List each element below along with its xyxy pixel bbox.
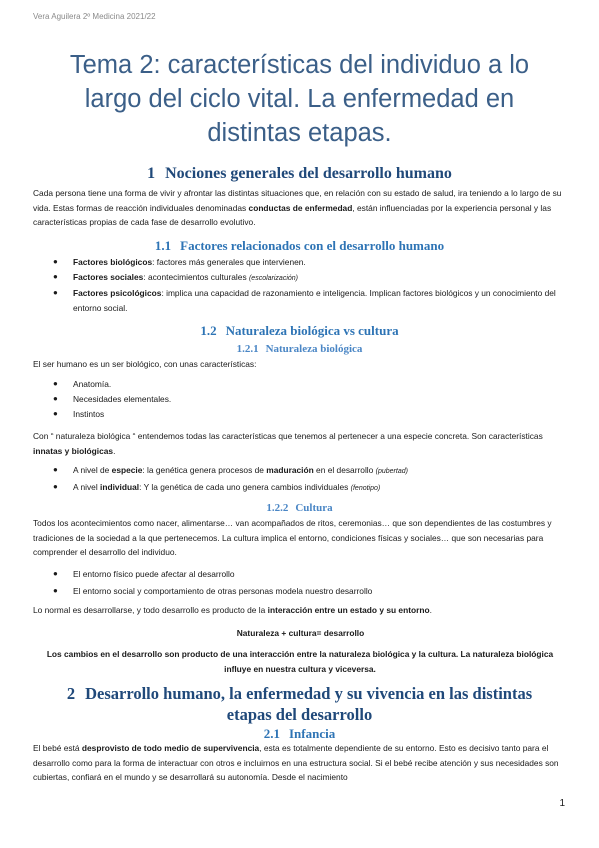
bullet-icon: ●	[53, 586, 58, 595]
paragraph	[33, 429, 568, 458]
text-run: : la genética genera procesos de	[142, 465, 267, 475]
paragraph: El ser humano es un ser biológico, con unas características:	[33, 359, 257, 369]
heading-section-1	[20, 164, 579, 184]
heading-number: 1.2.2	[266, 502, 289, 514]
conclusion: Los cambios en el desarrollo son producto de una interacción entre la naturaleza biológica y la cultura. La naturaleza biológica influye en nuestra cultura y viceversa.	[46, 649, 554, 674]
text-run: .	[429, 605, 432, 615]
bullet-icon: ●	[53, 465, 58, 474]
title-line-2: largo del ciclo vital. La enfermedad en	[84, 85, 515, 113]
text-run: : factores más generales que intervienen.	[152, 257, 306, 267]
bold-run: individual	[100, 482, 140, 492]
text-run: El bebé está	[33, 743, 82, 753]
bold-run: Factores biológicos	[73, 257, 153, 267]
heading-section-2	[20, 683, 579, 725]
text-run: Con “ naturaleza biológica “ entendemos todas las características que tenemos al pertenecer a una especie concreta. Son características	[33, 431, 543, 441]
list-item-text: Necesidades elementales.	[73, 394, 172, 404]
paragraph	[33, 741, 568, 785]
heading-text: Nociones generales del desarrollo humano	[165, 165, 452, 182]
text-run: Cada persona tiene una forma de vivir y afrontar las distintas situaciones que, en relación con su estado de salud, ira teniendo a lo largo de su vida. Estas formas de reacción individuales denominadas	[33, 188, 562, 213]
list-item-text: El entorno social y comportamiento de otras personas modela nuestro desarrollo	[73, 586, 373, 596]
bullet-icon: ●	[53, 409, 58, 418]
list-item	[55, 392, 565, 407]
italic-run: (fenotipo)	[350, 485, 381, 492]
heading-line	[20, 683, 579, 704]
heading-number: 1.2.1	[236, 343, 259, 355]
text-run: : acontecimientos culturales	[143, 272, 249, 282]
heading-1-2	[20, 323, 579, 339]
heading-line: etapas del desarrollo	[226, 705, 373, 724]
bullet-icon: ●	[53, 569, 58, 578]
heading-text: Infancia	[289, 726, 336, 741]
bullet-icon: ●	[53, 288, 58, 297]
italic-run: (escolarización)	[248, 275, 298, 282]
bullet-icon: ●	[53, 272, 58, 281]
text-run: : Y la genética de cada uno genera cambios individuales	[139, 482, 351, 492]
text-run: A nivel de	[73, 465, 112, 475]
heading-text: Naturaleza biológica	[265, 343, 363, 355]
bold-run: Factores psicológicos	[73, 288, 162, 298]
text-run: A nivel	[73, 482, 101, 492]
list-item	[55, 584, 565, 599]
bullet-icon: ●	[53, 379, 58, 388]
list-item	[55, 270, 565, 287]
heading-text: Naturaleza biológica vs cultura	[225, 323, 399, 338]
text-run: .	[113, 445, 116, 456]
heading-number: 1	[147, 165, 156, 182]
bold-run: desprovisto de todo medio de supervivencia	[81, 743, 260, 753]
list-item	[55, 567, 565, 582]
bold-run: Factores sociales	[73, 272, 144, 282]
bullet-icon: ●	[53, 482, 58, 491]
heading-number: 1.1	[154, 238, 172, 253]
heading-text: Factores relacionados con el desarrollo humano	[180, 238, 445, 253]
section-1-intro	[33, 186, 568, 230]
formula: Naturaleza + cultura= desarrollo	[236, 628, 365, 638]
list-item	[55, 286, 565, 315]
bold-run: interacción entre un estado y su entorno	[267, 605, 430, 615]
heading-1-1	[20, 238, 579, 254]
paragraph: Todos los acontecimientos como nacer, alimentarse… van acompañados de ritos, ceremonias… que son dependientes de las costumbres y tradiciones de la sociedad a la que pertenecemos. La cultura implica el entorno, condiciones físicas y sociales… que son necesarias para comprender el desarrollo del individuo.	[33, 518, 552, 557]
list-item	[55, 407, 565, 422]
list-item	[55, 463, 565, 480]
text-run: : implica una capacidad de razonamiento e inteligencia. Implican factores biológicos y un conocimiento del entorno social.	[73, 288, 556, 313]
heading-number: 2	[66, 684, 76, 703]
heading-text: Cultura	[295, 502, 333, 514]
text-run: Lo normal es desarrollarse, y todo desarrollo es producto de la	[33, 605, 268, 615]
bullet-icon: ●	[53, 394, 58, 403]
bullet-icon: ●	[53, 257, 58, 266]
heading-text: Desarrollo humano, la enfermedad y su vivencia en las distintas	[85, 684, 533, 703]
list-item-text: Anatomía.	[73, 379, 112, 389]
bold-run: especie	[111, 465, 143, 475]
paragraph	[33, 603, 568, 618]
heading-1-2-2	[20, 502, 579, 515]
heading-1-2-1	[20, 343, 579, 356]
heading-number: 2.1	[263, 726, 280, 741]
italic-run: (pubertad)	[375, 468, 408, 475]
list-item	[55, 377, 565, 392]
page-number: 1	[559, 798, 565, 809]
document-title	[40, 48, 559, 150]
text-run: , esta es totalmente dependiente de su entorno. Esto es decisivo tanto para el desarrollo como para la forma de interactuar con otros e incluirnos en una estructura social. Si el bebé recibe atención y sus necesidades son cubiertas, confiará en el mundo y se desarrollará su autonomía. Desde el nacimiento	[33, 743, 559, 782]
title-line-1: Tema 2: características del individuo a lo	[69, 51, 530, 79]
page-header: Vera Aguilera 2º Medicina 2021/22	[33, 12, 156, 21]
bold-run: innatas y biológicas	[33, 445, 114, 456]
list-item-text: Instintos	[73, 409, 105, 419]
list-item	[55, 255, 565, 270]
heading-number: 1.2	[200, 323, 217, 338]
text-run: , están influenciadas por la experiencia personal y las características propias de cada fase de desarrollo evolutivo.	[33, 202, 552, 227]
title-line-3: distintas etapas.	[207, 119, 392, 147]
list-item	[55, 480, 565, 497]
text-run: en el desarrollo	[313, 465, 376, 475]
list-item-text: El entorno físico puede afectar al desarrollo	[73, 569, 235, 579]
heading-2-1	[20, 726, 579, 742]
bold-run: maduración	[266, 465, 314, 475]
bold-run: conductas de enfermedad	[248, 202, 353, 213]
